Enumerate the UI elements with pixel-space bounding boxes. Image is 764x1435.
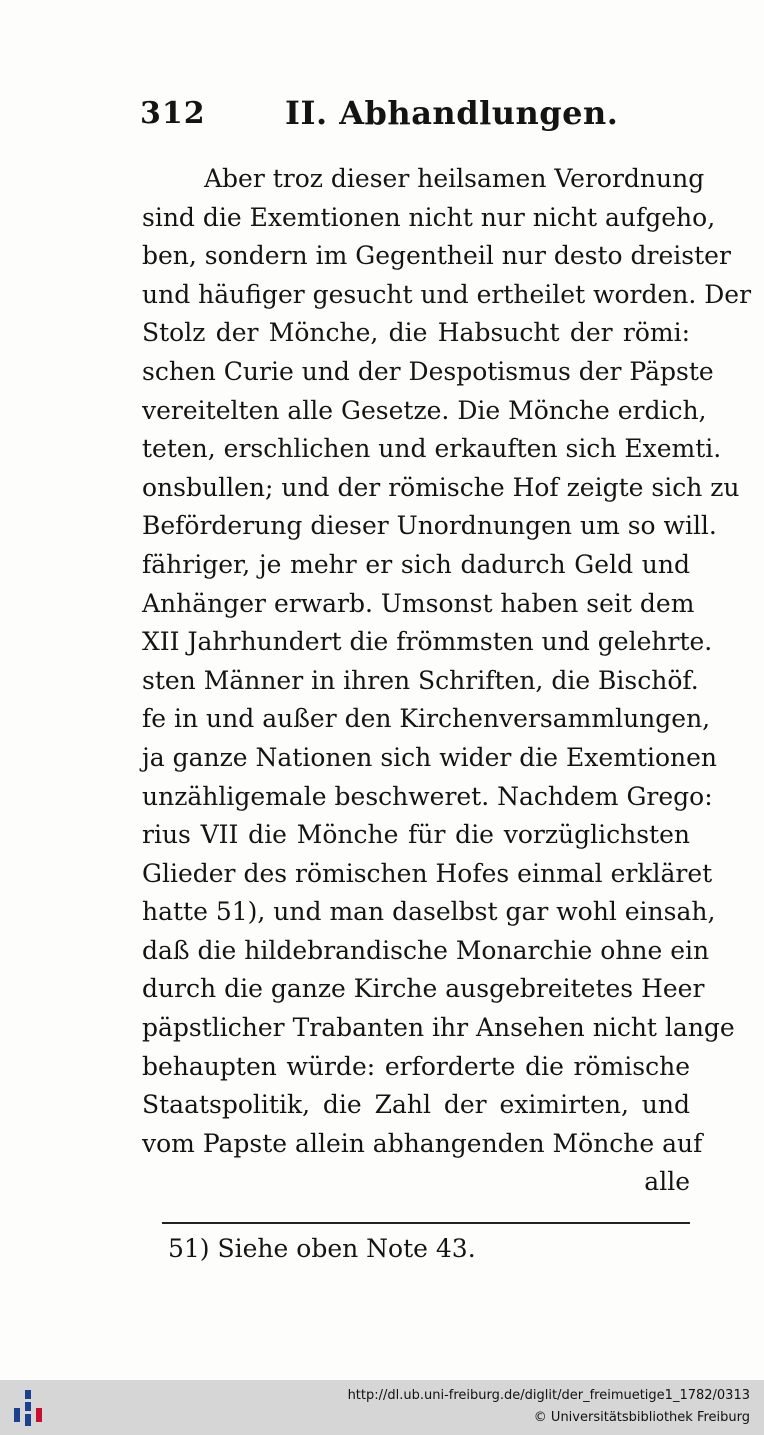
text-line: durch die ganze Kirche ausgebreitetes Heer bbox=[142, 974, 705, 1004]
library-logo-icon bbox=[8, 1388, 48, 1428]
text-line: päpstlicher Trabanten ihr Ansehen nicht lange bbox=[142, 1013, 735, 1043]
text-line: Aber troz dieser heilsamen Verordnung bbox=[204, 164, 705, 193]
text-line: schen Curie und der Despotismus der Päpste bbox=[142, 356, 714, 386]
text-line: fähriger, je mehr er sich dadurch Geld und bbox=[142, 549, 690, 579]
text-line: Glieder des römischen Hofes einmal erkläret bbox=[142, 858, 713, 888]
text-line: teten, erschlichen und erkauften sich Exemti. bbox=[142, 434, 722, 464]
text-line: sten Männer in ihren Schriften, die Bischöf. bbox=[142, 665, 699, 695]
text-line: ja ganze Nationen sich wider die Exemtionen bbox=[142, 742, 717, 772]
footnote: 51) Siehe oben Note 43. bbox=[168, 1234, 476, 1263]
text-line: vom Papste allein abhangenden Mönche auf bbox=[142, 1128, 703, 1158]
text-line: fe in und außer den Kirchenversammlungen, bbox=[142, 704, 711, 734]
text-line: XII Jahrhundert die frömmsten und gelehrte. bbox=[142, 627, 713, 657]
viewer-footer bbox=[0, 1380, 764, 1435]
footnote-rule bbox=[162, 1222, 690, 1224]
body-text bbox=[142, 160, 752, 1202]
copyright-notice: © Universitätsbibliothek Freiburg bbox=[533, 1410, 750, 1425]
running-title: II. Abhandlungen. bbox=[285, 94, 619, 132]
text-line: onsbullen; und der römische Hof zeigte sich zu bbox=[142, 472, 740, 502]
page-number: 312 bbox=[140, 96, 206, 131]
page-header bbox=[140, 92, 700, 138]
text-line: hatte 51), und man daselbst gar wohl einsah, bbox=[142, 897, 716, 927]
text-line: Stolz der Mönche, die Habsucht der römi: bbox=[142, 318, 690, 348]
text-line: ben, sondern im Gegentheil nur desto dreister bbox=[142, 241, 731, 271]
text-line: vereitelten alle Gesetze. Die Mönche erdich, bbox=[142, 395, 707, 425]
text-line: daß die hildebrandische Monarchie ohne ein bbox=[142, 935, 710, 965]
text-line: sind die Exemtionen nicht nur nicht aufgeho, bbox=[142, 202, 716, 232]
text-line: und häufiger gesucht und ertheilet worden. Der bbox=[142, 279, 752, 309]
text-line: Beförderung dieser Unordnungen um so will. bbox=[142, 511, 717, 541]
text-line: rius VII die Mönche für die vorzüglichsten bbox=[142, 820, 690, 850]
text-line: Staatspolitik, die Zahl der eximirten, und bbox=[142, 1090, 690, 1120]
catchword: alle bbox=[644, 1167, 690, 1197]
text-line: unzähligemale beschweret. Nachdem Grego: bbox=[142, 781, 713, 811]
text-line: Anhänger erwarb. Umsonst haben seit dem bbox=[142, 588, 695, 618]
permalink-link[interactable]: http://dl.ub.uni-freiburg.de/diglit/der_freimuetige1_1782/0313 bbox=[347, 1388, 750, 1403]
text-line: behaupten würde: erforderte die römische bbox=[142, 1051, 690, 1081]
